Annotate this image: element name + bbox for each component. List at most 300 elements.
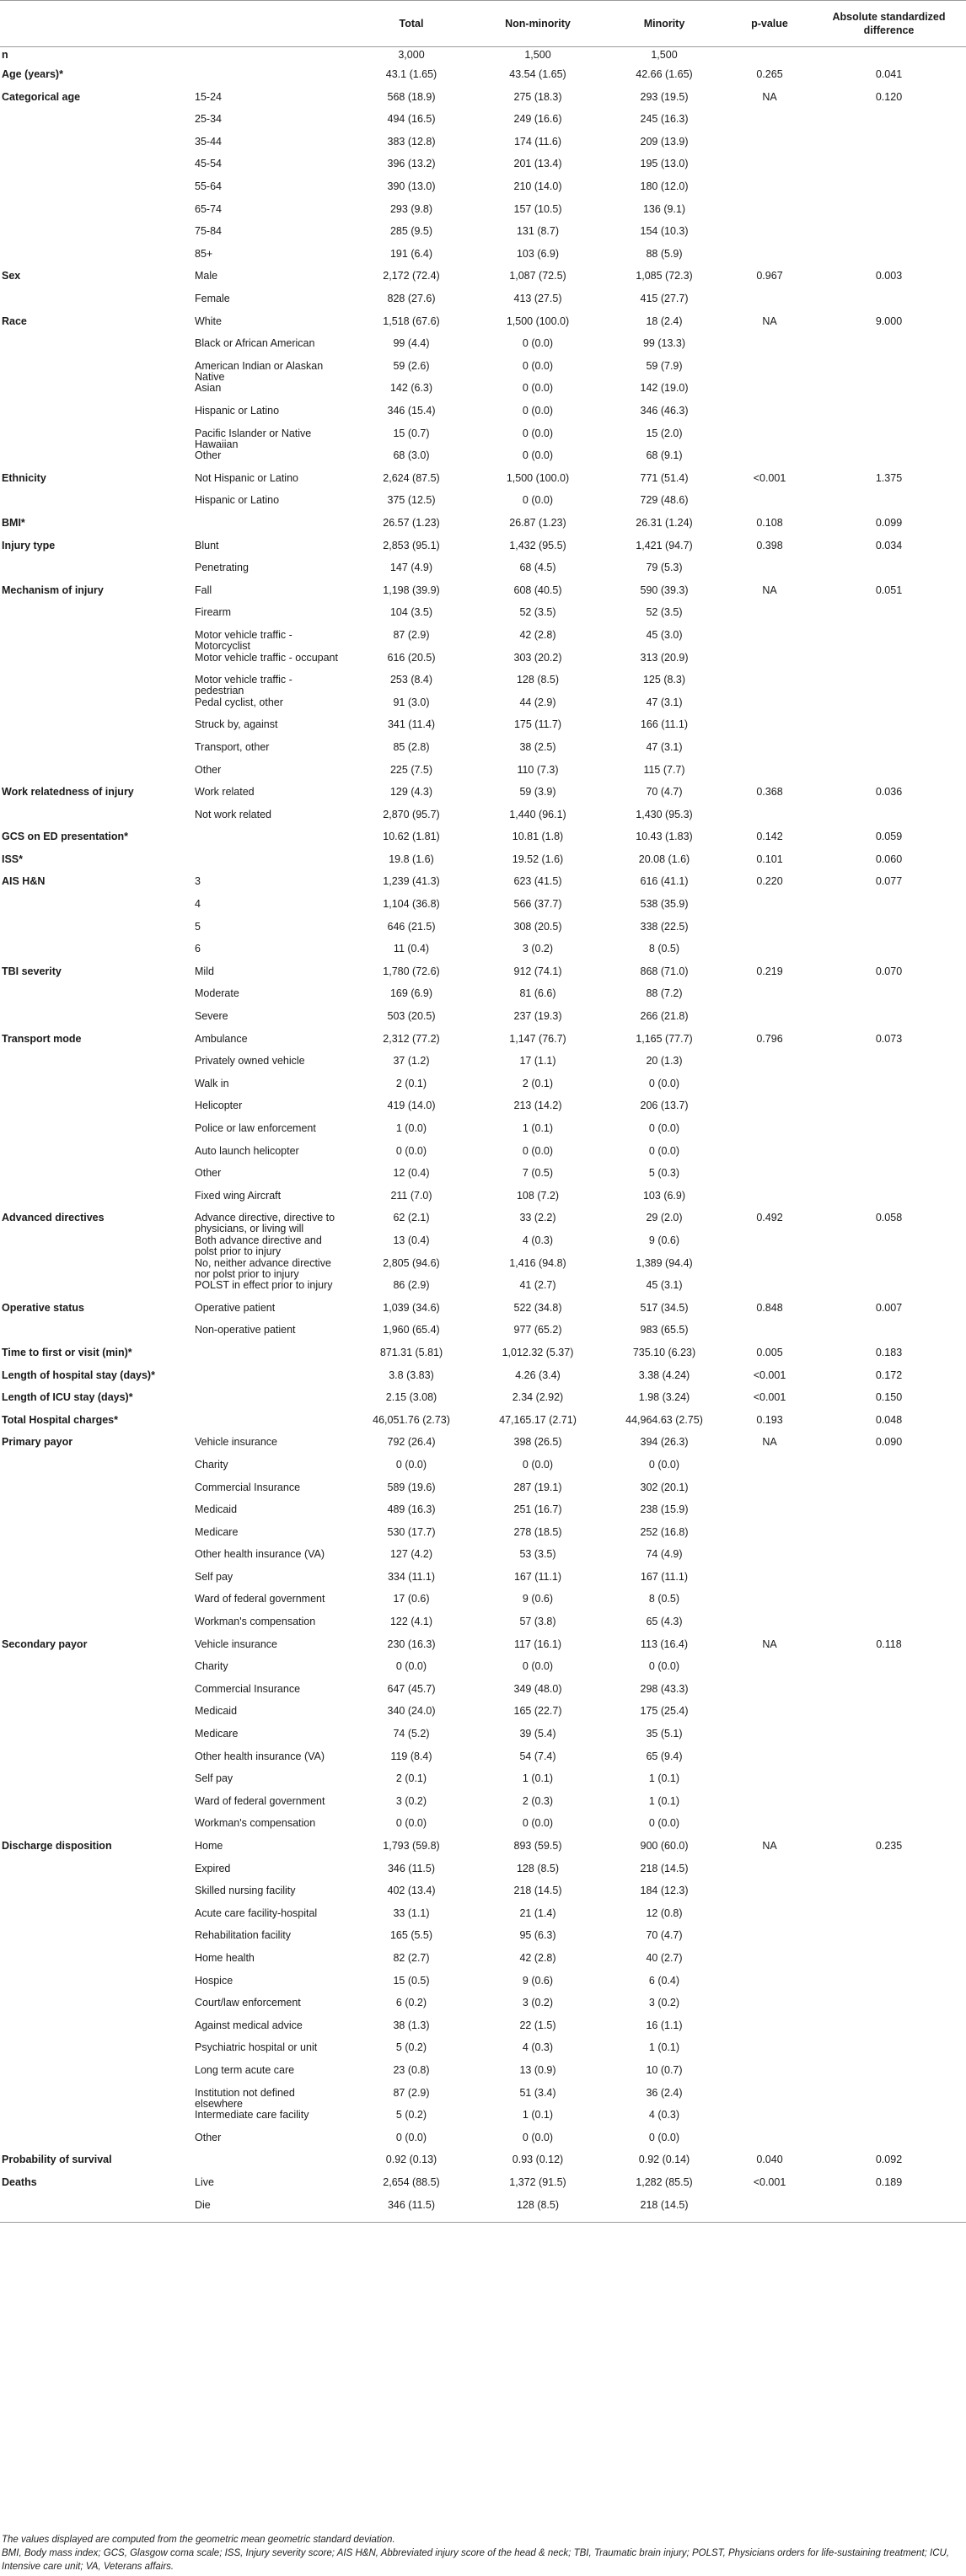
row-label: Total Hospital charges*	[2, 1413, 118, 1426]
cell-p-value	[727, 1818, 812, 1841]
row-label: Mechanism of injury	[2, 583, 104, 596]
row-label	[0, 1953, 190, 1976]
row-label	[0, 1191, 190, 1213]
cell-total: 82 (2.7)	[393, 1951, 430, 1964]
row-category: Other	[195, 2131, 222, 2143]
table-row	[0, 92, 966, 115]
cell-total: 62 (2.1)	[393, 1212, 430, 1224]
cell-asd	[812, 1011, 966, 1034]
row-label	[0, 137, 190, 159]
table-row	[0, 540, 966, 563]
cell-minority: 983 (65.5)	[640, 1324, 689, 1336]
table-row	[0, 1527, 966, 1550]
cell-minority: 1.98 (3.24)	[638, 1391, 690, 1404]
cell-p-value	[727, 450, 812, 473]
table-row	[0, 1235, 966, 1258]
cell-non-minority: 53 (3.5)	[519, 1548, 556, 1561]
cell-total: 119 (8.4)	[390, 1750, 432, 1762]
cell-minority: 99 (13.3)	[642, 337, 686, 350]
cell-minority: 1 (0.1)	[648, 1794, 680, 1807]
cell-p-value: 0.967	[756, 270, 783, 282]
cell-p-value: 0.193	[756, 1413, 783, 1426]
row-category: Asian	[195, 382, 222, 395]
row-category: Commercial Insurance	[195, 1682, 301, 1695]
row-category: Hispanic or Latino	[195, 405, 280, 417]
cell-non-minority: 1,372 (91.5)	[509, 2175, 566, 2188]
row-category: Expired	[195, 1862, 231, 1874]
cell-total: 0 (0.0)	[395, 1817, 427, 1830]
cell-asd	[812, 1706, 966, 1729]
cell-p-value	[727, 1146, 812, 1169]
cell-non-minority: 1 (0.1)	[522, 1772, 554, 1785]
cell-minority: 266 (21.8)	[640, 1010, 689, 1023]
cell-minority: 113 (16.4)	[640, 1638, 689, 1650]
cell-asd	[812, 181, 966, 204]
cell-non-minority: 1,440 (96.1)	[509, 808, 566, 820]
cell-asd	[812, 1056, 966, 1078]
cell-p-value	[727, 2042, 812, 2065]
cell-minority: 206 (13.7)	[640, 1100, 689, 1112]
row-label	[0, 1684, 190, 1707]
cell-p-value	[727, 1930, 812, 1953]
row-category: Black or African American	[195, 337, 315, 350]
row-category: Other	[195, 1167, 222, 1180]
cell-asd	[812, 293, 966, 316]
row-category	[190, 1370, 348, 1393]
cell-non-minority: 68 (4.5)	[519, 562, 556, 574]
row-category: Workman's compensation	[195, 1817, 316, 1830]
row-label	[0, 1818, 190, 1841]
cell-asd	[812, 249, 966, 272]
table-row	[0, 226, 966, 249]
cell-p-value	[727, 1235, 812, 1258]
cell-non-minority: 3 (0.2)	[522, 1997, 554, 2009]
row-label	[0, 1706, 190, 1729]
cell-asd	[812, 1078, 966, 1101]
cell-non-minority: 57 (3.8)	[519, 1616, 556, 1628]
row-label	[0, 2200, 190, 2223]
cell-non-minority: 128 (8.5)	[516, 2198, 560, 2211]
cell-p-value	[727, 1796, 812, 1819]
cell-p-value	[727, 719, 812, 742]
cell-non-minority: 1,500 (100.0)	[506, 471, 570, 484]
header-non-minority: Non-minority	[505, 18, 571, 30]
cell-asd: 0.059	[875, 831, 903, 843]
cell-minority: 238 (15.9)	[640, 1503, 689, 1516]
table-row	[0, 1482, 966, 1505]
row-category: POLST in effect prior to injury	[195, 1279, 333, 1292]
cell-non-minority: 22 (1.5)	[519, 2019, 556, 2031]
cell-minority: 79 (5.3)	[646, 562, 683, 574]
row-label	[0, 181, 190, 204]
cell-minority: 3.38 (4.24)	[638, 1369, 690, 1381]
cell-total: 165 (5.5)	[389, 1929, 433, 1942]
cell-minority: 302 (20.1)	[640, 1481, 689, 1493]
cell-total: 2,853 (95.1)	[383, 539, 440, 551]
row-label	[0, 1100, 190, 1123]
cell-non-minority: 1,012.32 (5.37)	[502, 1346, 574, 1358]
cell-asd	[812, 1751, 966, 1774]
row-category: Fixed wing Aircraft	[195, 1189, 282, 1202]
cell-asd: 0.189	[875, 2175, 903, 2188]
row-category: Ward of federal government	[195, 1794, 325, 1807]
table-header	[0, 1, 966, 47]
cell-p-value	[727, 1168, 812, 1191]
cell-non-minority: 41 (2.7)	[519, 1279, 556, 1292]
cell-minority: 20 (1.3)	[646, 1055, 683, 1068]
row-category: Motor vehicle traffic - pedestrian	[195, 674, 292, 697]
row-label	[0, 1773, 190, 1796]
cell-non-minority: 51 (3.4)	[519, 2086, 556, 2099]
cell-non-minority: 3 (0.2)	[522, 943, 554, 955]
table-row	[0, 966, 966, 989]
cell-non-minority: 522 (34.8)	[513, 1301, 562, 1314]
cell-p-value	[727, 1729, 812, 1751]
row-category: Ward of federal government	[195, 1593, 325, 1605]
row-label: Secondary payor	[2, 1638, 88, 1650]
row-category: Live	[195, 2175, 214, 2188]
row-category: Long term acute care	[195, 2063, 295, 2076]
cell-total: 285 (9.5)	[389, 225, 433, 238]
cell-total: 5 (0.2)	[395, 2109, 427, 2122]
table-row	[0, 249, 966, 272]
cell-asd	[812, 988, 966, 1011]
cell-non-minority: 0.93 (0.12)	[512, 2154, 564, 2166]
table-row	[0, 675, 966, 697]
cell-non-minority: 0 (0.0)	[522, 1458, 554, 1471]
cell-non-minority: 128 (8.5)	[516, 674, 560, 686]
row-label: n	[2, 49, 8, 61]
cell-minority: 8 (0.5)	[648, 943, 680, 955]
cell-p-value: 0.040	[756, 2154, 783, 2166]
cell-non-minority: 349 (48.0)	[513, 1682, 562, 1695]
cell-total: 37 (1.2)	[393, 1055, 430, 1068]
row-label	[0, 159, 190, 181]
cell-non-minority: 893 (59.5)	[513, 1840, 562, 1852]
cell-p-value	[727, 630, 812, 653]
table-row	[0, 1616, 966, 1639]
cell-total: 74 (5.2)	[393, 1728, 430, 1740]
cell-total: 2,312 (77.2)	[383, 1032, 440, 1045]
cell-non-minority: 0 (0.0)	[522, 2131, 554, 2143]
row-label	[0, 406, 190, 428]
table-row	[0, 854, 966, 877]
table-row	[0, 1460, 966, 1482]
table-row	[0, 787, 966, 809]
cell-total: 1,239 (41.3)	[383, 875, 440, 888]
cell-minority: 35 (5.1)	[646, 1728, 683, 1740]
cell-total: 3 (0.2)	[395, 1794, 427, 1807]
table-row	[0, 1661, 966, 1684]
row-category: 65-74	[195, 202, 222, 215]
cell-minority: 252 (16.8)	[640, 1525, 689, 1538]
cell-p-value	[727, 406, 812, 428]
cell-asd	[812, 2110, 966, 2132]
cell-non-minority: 157 (10.5)	[513, 202, 562, 215]
table-row	[0, 1056, 966, 1078]
cell-minority: 0.92 (0.14)	[638, 2154, 690, 2166]
cell-asd: 0.070	[875, 965, 903, 977]
cell-p-value	[727, 2132, 812, 2155]
cell-p-value	[727, 47, 812, 70]
table-row	[0, 1078, 966, 1101]
row-label	[0, 1460, 190, 1482]
cell-asd	[812, 1773, 966, 1796]
row-category: Not Hispanic or Latino	[195, 471, 298, 484]
row-category: Skilled nursing facility	[195, 1885, 296, 1897]
cell-asd	[812, 2065, 966, 2088]
cell-minority: 142 (19.0)	[640, 382, 689, 395]
cell-minority: 26.31 (1.24)	[636, 516, 693, 529]
cell-non-minority: 218 (14.5)	[513, 1885, 562, 1897]
cell-non-minority: 0 (0.0)	[522, 382, 554, 395]
row-category: Charity	[195, 1458, 228, 1471]
row-category: 55-64	[195, 180, 222, 193]
cell-minority: 245 (16.3)	[640, 113, 689, 126]
row-label	[0, 428, 190, 451]
cell-minority: 1,165 (77.7)	[636, 1032, 693, 1045]
cell-p-value	[727, 697, 812, 720]
cell-p-value	[727, 2020, 812, 2043]
cell-minority: 218 (14.5)	[640, 2198, 689, 2211]
cell-asd	[812, 1504, 966, 1527]
table-row	[0, 742, 966, 765]
cell-total: 346 (11.5)	[387, 1862, 436, 1874]
row-category: Fall	[195, 583, 212, 596]
cell-total: 10.62 (1.81)	[383, 831, 440, 843]
row-category: 6	[195, 943, 201, 955]
row-category: Rehabilitation facility	[195, 1929, 291, 1942]
cell-p-value: 0.108	[756, 516, 783, 529]
row-label: Length of hospital stay (days)*	[2, 1369, 155, 1381]
table-row	[0, 1639, 966, 1662]
cell-asd	[812, 809, 966, 832]
cell-non-minority: 275 (18.3)	[513, 90, 562, 103]
cell-non-minority: 0 (0.0)	[522, 1660, 554, 1673]
cell-minority: 47 (3.1)	[646, 740, 683, 753]
table-row	[0, 1258, 966, 1281]
row-label	[0, 1011, 190, 1034]
cell-total: 6 (0.2)	[395, 1997, 427, 2009]
row-category: 75-84	[195, 225, 222, 238]
cell-non-minority: 1,416 (94.8)	[509, 1256, 566, 1269]
row-label	[0, 1908, 190, 1931]
cell-non-minority: 39 (5.4)	[519, 1728, 556, 1740]
cell-minority: 44,964.63 (2.75)	[625, 1413, 703, 1426]
table-row	[0, 316, 966, 339]
cell-minority: 1,430 (95.3)	[636, 808, 693, 820]
cell-p-value	[727, 1527, 812, 1550]
cell-minority: 616 (41.1)	[640, 875, 689, 888]
cell-asd	[812, 2042, 966, 2065]
cell-minority: 29 (2.0)	[646, 1212, 683, 1224]
cell-total: 230 (16.3)	[387, 1638, 436, 1650]
row-category: Vehicle insurance	[195, 1638, 277, 1650]
table-row	[0, 944, 966, 966]
cell-p-value: 0.265	[756, 68, 783, 81]
cell-p-value	[727, 495, 812, 518]
cell-asd	[812, 1998, 966, 2020]
table-row	[0, 1168, 966, 1191]
row-category: Male	[195, 270, 218, 282]
row-category: Medicare	[195, 1728, 239, 1740]
cell-minority: 16 (1.1)	[646, 2019, 683, 2031]
row-category: Female	[195, 293, 230, 305]
cell-asd	[812, 338, 966, 361]
cell-p-value	[727, 988, 812, 1011]
cell-non-minority: 167 (11.1)	[513, 1570, 562, 1583]
cell-total: 142 (6.3)	[389, 382, 433, 395]
cell-minority: 59 (7.9)	[646, 359, 683, 372]
row-category: Police or law enforcement	[195, 1122, 316, 1134]
table-row	[0, 607, 966, 630]
cell-p-value	[727, 2088, 812, 2111]
cell-total: 293 (9.8)	[389, 202, 433, 215]
row-label	[0, 495, 190, 518]
cell-total: 3,000	[398, 49, 425, 61]
row-category: Struck by, against	[195, 718, 278, 731]
cell-asd	[812, 653, 966, 675]
table-row	[0, 1146, 966, 1169]
row-category	[190, 1392, 348, 1415]
table-row	[0, 2042, 966, 2065]
cell-total: 530 (17.7)	[387, 1525, 436, 1538]
footnote-geometric: The values displayed are computed from the geometric mean geometric standard deviation.	[2, 2535, 395, 2545]
cell-total: 334 (11.1)	[387, 1570, 436, 1583]
row-label	[0, 562, 190, 585]
cell-non-minority: 174 (11.6)	[513, 135, 562, 148]
cell-non-minority: 7 (0.5)	[522, 1167, 554, 1180]
cell-total: 2,172 (72.4)	[383, 270, 440, 282]
cell-total: 33 (1.1)	[393, 1906, 430, 1919]
row-label: Length of ICU stay (days)*	[2, 1391, 133, 1404]
cell-non-minority: 1 (0.1)	[522, 1122, 554, 1134]
cell-p-value: 0.005	[756, 1346, 783, 1358]
row-label	[0, 1504, 190, 1527]
cell-non-minority: 2 (0.3)	[522, 1794, 554, 1807]
row-label	[0, 922, 190, 944]
cell-minority: 125 (8.3)	[642, 674, 686, 686]
cell-asd	[812, 159, 966, 181]
table-row	[0, 2065, 966, 2088]
cell-total: 0.92 (0.13)	[385, 2154, 437, 2166]
cell-p-value	[727, 1706, 812, 1729]
row-category	[190, 1347, 348, 1370]
cell-non-minority: 0 (0.0)	[522, 1144, 554, 1157]
table-row	[0, 406, 966, 428]
row-category: 3	[195, 875, 201, 888]
row-label	[0, 630, 190, 653]
cell-non-minority: 47,165.17 (2.71)	[499, 1413, 577, 1426]
cell-total: 11 (0.4)	[393, 943, 430, 955]
cell-non-minority: 2.34 (2.92)	[512, 1391, 564, 1404]
row-label: AIS H&N	[2, 875, 46, 888]
table-row	[0, 988, 966, 1011]
cell-p-value	[727, 1594, 812, 1616]
table-row	[0, 1437, 966, 1460]
cell-non-minority: 249 (16.6)	[513, 113, 562, 126]
cell-p-value: 0.848	[756, 1301, 783, 1314]
cell-p-value	[727, 2110, 812, 2132]
cell-non-minority: 4 (0.3)	[522, 1234, 554, 1246]
table-row	[0, 1953, 966, 1976]
cell-minority: 735.10 (6.23)	[632, 1346, 696, 1358]
cell-p-value	[727, 1953, 812, 1976]
header-row	[0, 1, 966, 47]
cell-non-minority: 0 (0.0)	[522, 427, 554, 439]
cell-total: 341 (11.4)	[387, 718, 436, 731]
cell-minority: 88 (5.9)	[646, 247, 683, 260]
row-label	[0, 249, 190, 272]
table-row	[0, 1706, 966, 1729]
cell-minority: 0 (0.0)	[648, 1077, 680, 1089]
row-category: Advance directive, directive to physicians, or living will	[195, 1212, 335, 1235]
cell-total: 0 (0.0)	[395, 2131, 427, 2143]
cell-asd	[812, 922, 966, 944]
cell-non-minority: 0 (0.0)	[522, 405, 554, 417]
cell-p-value: <0.001	[753, 471, 786, 484]
row-category: Vehicle insurance	[195, 1436, 277, 1449]
cell-total: 646 (21.5)	[387, 920, 436, 933]
table-row	[0, 1773, 966, 1796]
cell-total: 375 (12.5)	[387, 494, 436, 507]
cell-non-minority: 44 (2.9)	[519, 696, 556, 708]
cell-minority: 167 (11.1)	[640, 1570, 689, 1583]
cell-total: 616 (20.5)	[387, 651, 436, 664]
cell-p-value	[727, 2065, 812, 2088]
cell-asd	[812, 226, 966, 249]
row-category: 25-34	[195, 113, 222, 126]
cell-total: 3.8 (3.83)	[389, 1369, 434, 1381]
cell-total: 91 (3.0)	[393, 696, 430, 708]
cell-non-minority: 54 (7.4)	[519, 1750, 556, 1762]
cell-asd: 0.183	[875, 1346, 903, 1358]
cell-total: 17 (0.6)	[393, 1593, 430, 1605]
cell-non-minority: 9 (0.6)	[522, 1974, 554, 1987]
cell-total: 383 (12.8)	[387, 135, 436, 148]
table-row	[0, 1191, 966, 1213]
cell-p-value: 0.492	[756, 1212, 783, 1224]
cell-non-minority: 21 (1.4)	[519, 1906, 556, 1919]
row-category: Motor vehicle traffic - occupant	[195, 651, 338, 664]
cell-non-minority: 1,087 (72.5)	[509, 270, 566, 282]
row-label	[0, 719, 190, 742]
cell-p-value	[727, 607, 812, 630]
row-label: Time to first or visit (min)*	[2, 1346, 132, 1358]
table-row	[0, 1011, 966, 1034]
row-label	[0, 1235, 190, 1258]
cell-non-minority: 0 (0.0)	[522, 494, 554, 507]
cell-minority: 1,282 (85.5)	[636, 2175, 693, 2188]
cell-minority: 1,421 (94.7)	[636, 539, 693, 551]
cell-minority: 10.43 (1.83)	[636, 831, 693, 843]
row-label: Sex	[2, 270, 21, 282]
cell-non-minority: 2 (0.1)	[522, 1077, 554, 1089]
cell-total: 5 (0.2)	[395, 2041, 427, 2054]
table-row	[0, 1751, 966, 1774]
cell-asd: 0.036	[875, 786, 903, 799]
cell-non-minority: 566 (37.7)	[513, 898, 562, 911]
cell-p-value	[727, 181, 812, 204]
cell-minority: 42.66 (1.65)	[636, 68, 693, 81]
cell-non-minority: 0 (0.0)	[522, 449, 554, 462]
cell-minority: 0 (0.0)	[648, 1122, 680, 1134]
cell-p-value	[727, 675, 812, 697]
row-category: Work related	[195, 786, 255, 799]
cell-non-minority: 201 (13.4)	[513, 158, 562, 170]
cell-minority: 313 (20.9)	[640, 651, 689, 664]
cell-non-minority: 38 (2.5)	[519, 740, 556, 753]
